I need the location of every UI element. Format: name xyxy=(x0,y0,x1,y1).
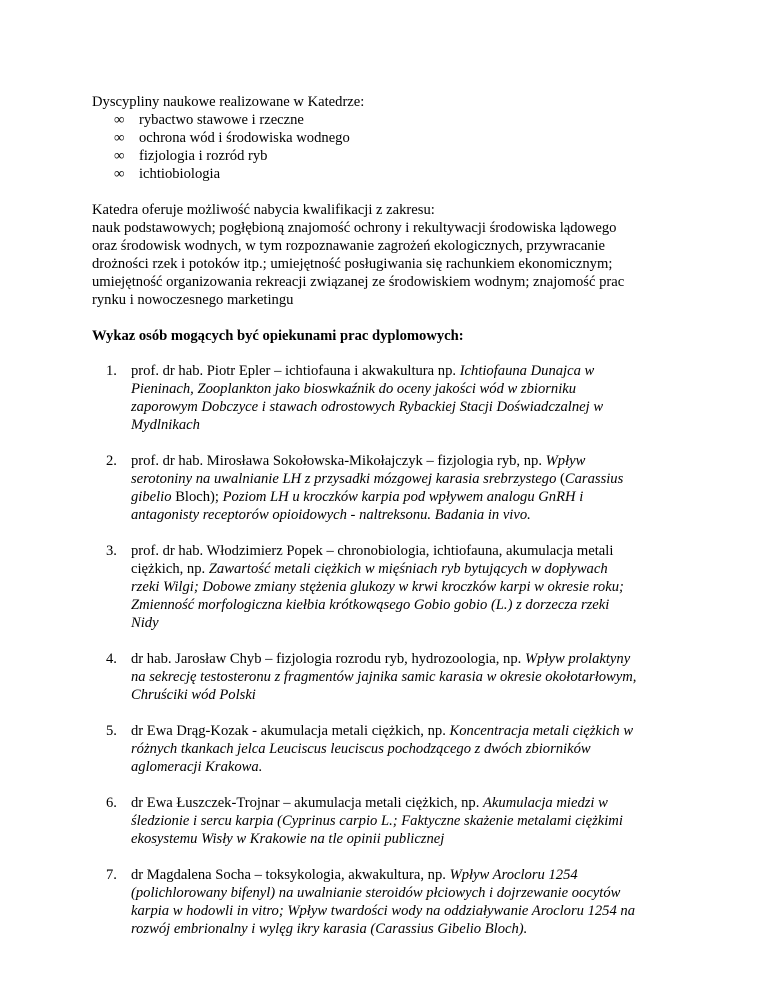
list-item: 7. dr Magdalena Socha – toksykologia, akwakultura, np. Wpływ Arocloru 1254 (polichlorowany bifenyl) na uwalnianie steroidów płciowych i dojrzewanie oocytów karpia w hodowli in vitro; Wpływ twardości wody na oddziaływanie Arocloru 1254 na rozwój embrionalny i wylęg ikry karasia (Carassius Gibelio Bloch). xyxy=(92,866,692,938)
qualifications-line: umiejętność organizowania rekreacji związanej ze środowiskiem wodnym; znajomość prac xyxy=(92,274,625,290)
infinity-bullet-icon: ∞ xyxy=(114,166,125,182)
qualifications-line: nauk podstawowych; pogłębioną znajomość ochrony i rekultywacji środowiska lądowego xyxy=(92,220,617,236)
qualifications-line: drożności rzek i potoków itp.; umiejętność posługiwania się rachunkiem ekonomicznym; xyxy=(92,256,613,272)
supervisors-list xyxy=(92,362,692,938)
list-item: 1. prof. dr hab. Piotr Epler – ichtiofauna i akwakultura np. Ichtiofauna Dunajca w Pieninach, Zooplankton jako bioswkaźnik do oceny jakości wód w zbiorniku zaporowym Dobczyce i stawach odrostowych Rybackiej Stacji Doświadczalnej w Mydlnikach xyxy=(92,362,692,434)
item-number: 5. xyxy=(106,723,117,739)
qualifications-heading: Katedra oferuje możliwość nabycia kwalifikacji z zakresu: xyxy=(92,202,435,218)
list-item: 6. dr Ewa Łuszczek-Trojnar – akumulacja metali ciężkich, np. Akumulacja miedzi w śledzionie i sercu karpia (Cyprinus carpio L.; Faktyczne skażenie metalami ciężkimi ekosystemu Wisły w Krakowie na tle opinii publicznej xyxy=(92,794,692,848)
item-number: 1. xyxy=(106,363,117,379)
list-item: 2. prof. dr hab. Mirosława Sokołowska-Mikołajczyk – fizjologia ryb, np. Wpływ serotoniny na uwalnianie LH z przysadki mózgowej karasia srebrzystego (Carassius gibelio Bloch); Poziom LH u kroczków karpia pod wpływem analogu GnRH i antagonisty receptorów opioidowych - naltreksonu. Badania in vivo. xyxy=(92,452,692,524)
list-item: ∞ fizjologia i rozród ryb xyxy=(92,147,692,165)
list-item: ∞ ichtiobiologia xyxy=(92,165,692,183)
list-item: ∞ rybactwo stawowe i rzeczne xyxy=(92,111,692,129)
document-body xyxy=(92,93,692,938)
list-item: 3. prof. dr hab. Włodzimierz Popek – chronobiologia, ichtiofauna, akumulacja metali ciężkich, np. Zawartość metali ciężkich w mięśniach ryb bytujących w dopływach rzeki Wilgi; Dobowe zmiany stężenia glukozy w krwi kroczków karpi w okresie roku; Zmienność morfologiczna kiełbia krótkowąsego Gobio gobio (L.) z dorzecza rzeki Nidy xyxy=(92,542,692,632)
infinity-bullet-icon: ∞ xyxy=(114,148,125,164)
item-number: 3. xyxy=(106,543,117,559)
infinity-bullet-icon: ∞ xyxy=(114,112,125,128)
item-number: 4. xyxy=(106,651,117,667)
list-item: 4. dr hab. Jarosław Chyb – fizjologia rozrodu ryb, hydrozoologia, np. Wpływ prolaktyny na sekrecję testosteronu z fragmentów jajnika samic karasia w okresie okołotarłowym, Chruściki wód Polski xyxy=(92,650,692,704)
qualifications-line: oraz środowisk wodnych, w tym rozpoznawanie zagrożeń ekologicznych, przywracanie xyxy=(92,238,606,254)
list-item: ∞ ochrona wód i środowiska wodnego xyxy=(92,129,692,147)
disciplines-heading: Dyscypliny naukowe realizowane w Katedrze: xyxy=(92,94,365,110)
infinity-bullet-icon: ∞ xyxy=(114,130,125,146)
qualifications-line: rynku i nowoczesnego marketingu xyxy=(92,292,294,308)
supervisors-heading: Wykaz osób mogących być opiekunami prac dyplomowych: xyxy=(92,328,464,344)
item-number: 7. xyxy=(106,867,117,883)
list-item: 5. dr Ewa Drąg-Kozak - akumulacja metali ciężkich, np. Koncentracja metali ciężkich w różnych tkankach jelca Leuciscus leuciscus pochodzącego z dwóch zbiorników aglomeracji Krakowa. xyxy=(92,722,692,776)
item-number: 2. xyxy=(106,453,117,469)
disciplines-list xyxy=(92,111,692,183)
item-number: 6. xyxy=(106,795,117,811)
